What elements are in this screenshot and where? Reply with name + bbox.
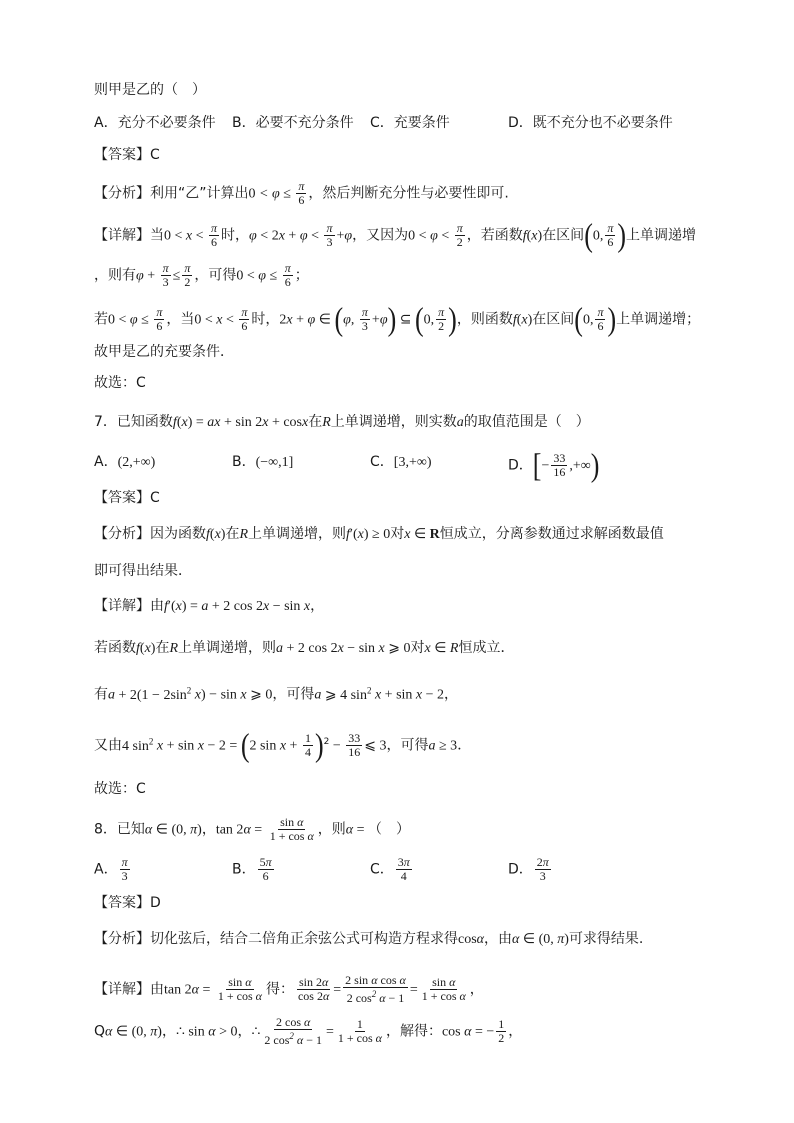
q6-stem: 则甲是乙的（ ）: [94, 82, 206, 98]
q8-answer: 【答案】D: [94, 895, 161, 911]
q6-option-b: B．必要不充分条件: [232, 115, 354, 131]
analysis-tag: 【分析】: [94, 931, 150, 947]
q7-detail-line4: 又由4 $\sin^2 x + \sin x - 2 = (2$ sin x + $\frac{1}{4}$ )$^2$ − $\frac{33}{16}$ ⩽ 3，可得a ≥ 3．: [94, 726, 472, 764]
q8-option-a: A． $\frac{\pi}{3}$: [94, 855, 128, 883]
q8-detail-line2: Qα ∈ (0, π)，∴ sin α > 0，∴ $\frac{\text{2 cos α}}{2 \cos^2 \alpha - 1}$ = $\frac{1}{\text{1 + cos α}}$ ，解得：cos α = − $\frac{1}{2}$ ，: [94, 1015, 523, 1047]
q7-detail-line1: 【详解】由f′(x) = a + 2 cos 2x − sin x，: [94, 598, 325, 614]
q7-analysis-line2: 即可得出结果．: [94, 563, 192, 579]
q8-detail-line1: 【详解】由tan 2α = $\frac{\text{sin α}}{\text{1 + cos α}}$ 得： $\frac{\sin 2\alpha}{\cos 2\alpha}$ = $\frac{\text{2 sin α cos α}}{2 \cos^2 \alpha - 1}$ = $\frac{\text{sin α}}{\text{1 + cos α}}$ ，: [94, 973, 484, 1005]
q7-detail-line3: 有$a + 2(1 - 2\sin^2$ x) − sin x ⩾ 0，可得a ⩾ 4 $\sin^2 x + \sin x - 2$，: [94, 685, 459, 703]
q6-detail-line3: 若0 < φ ≤ $\frac{\pi}{6}$ ，当0 < x < $\frac{\pi}{6}$ 时，2x + φ ∈ (φ, $\frac{\pi}{3}$ +φ) ⊆ (0, $\frac{\pi}{2}$ )，则函数f(x)在区间(0, $\frac{\pi}{6}$ )上单调递增；: [94, 300, 701, 337]
q6-detail-line2: ，则有φ + $\frac{\pi}{3}$ ≤ $\frac{\pi}{2}$ ，可得0 < φ ≤ $\frac{\pi}{6}$ ；: [94, 261, 309, 289]
fraction: $\frac{\pi}{6}$: [298, 179, 305, 207]
q6-option-d: D．既不充分也不必要条件: [508, 115, 673, 131]
q7-option-a: A．(2,+∞): [94, 454, 156, 470]
q8-option-b: B． $\frac{5\pi}{6}$: [232, 855, 272, 883]
q6-option-a: A．充分不必要条件: [94, 115, 216, 131]
analysis-tag: 【分析】: [94, 526, 150, 542]
q7-option-d: D．[− $\frac{33}{16}$ ,+∞): [508, 446, 600, 483]
q8-analysis: 【分析】切化弦后，结合二倍角正余弦公式可构造方程求得cosα，由α ∈ (0, π)可求得结果.: [94, 931, 644, 947]
q6-detail-line1: 【详解】当0 < x < $\frac{\pi}{6}$ 时，φ < 2x + φ < $\frac{\pi}{3}$ +φ，又因为0 < φ < $\frac{\pi}{2}$ ，若函数f(x)在区间(0, $\frac{\pi}{6}$ )上单调递增: [94, 216, 697, 253]
q8-stem: 8．已知α ∈ (0, π)，tan 2α = $\frac{\text{sin α}}{\text{1 + cos α}}$ ，则α = （ ）: [94, 815, 411, 843]
q7-stem: 7．已知函数f(x) = ax + sin 2x + cosx在R上单调递增，则实数a的取值范围是（ ）: [94, 414, 590, 430]
q8-option-c: C． $\frac{3\pi}{4}$: [370, 855, 410, 883]
detail-tag: 【详解】: [94, 227, 150, 244]
detail-tag: 【详解】: [94, 598, 150, 614]
q7-option-c: C．[3,+∞): [370, 454, 432, 470]
q7-detail-line2: 若函数f(x)在R上单调递增，则a + 2 cos 2x − sin x ⩾ 0对x ∈ R恒成立．: [94, 640, 515, 656]
q6-detail-line4: 故甲是乙的充要条件．: [94, 344, 234, 360]
q6-analysis: 【分析】利用“乙”计算出0 < φ ≤ $\frac{\pi}{6}$ ，然后判断充分性与必要性即可.: [94, 179, 509, 207]
q6-answer: 【答案】C: [94, 147, 160, 163]
analysis-tag: 【分析】: [94, 185, 150, 202]
q7-analysis-line1: 【分析】因为函数f(x)在R上单调递增，则f′(x) ≥ 0对x ∈ R恒成立，分离参数通过求解函数最值: [94, 526, 664, 542]
q6-option-c: C．充要条件: [370, 115, 450, 131]
q7-choose: 故选：C: [94, 781, 146, 797]
q7-option-b: B．(−∞,1]: [232, 454, 294, 470]
q8-option-d: D． $\frac{2\pi}{3}$: [508, 855, 549, 883]
q7-answer: 【答案】C: [94, 490, 160, 506]
detail-tag: 【详解】: [94, 981, 150, 998]
q6-choose: 故选：C: [94, 375, 146, 391]
